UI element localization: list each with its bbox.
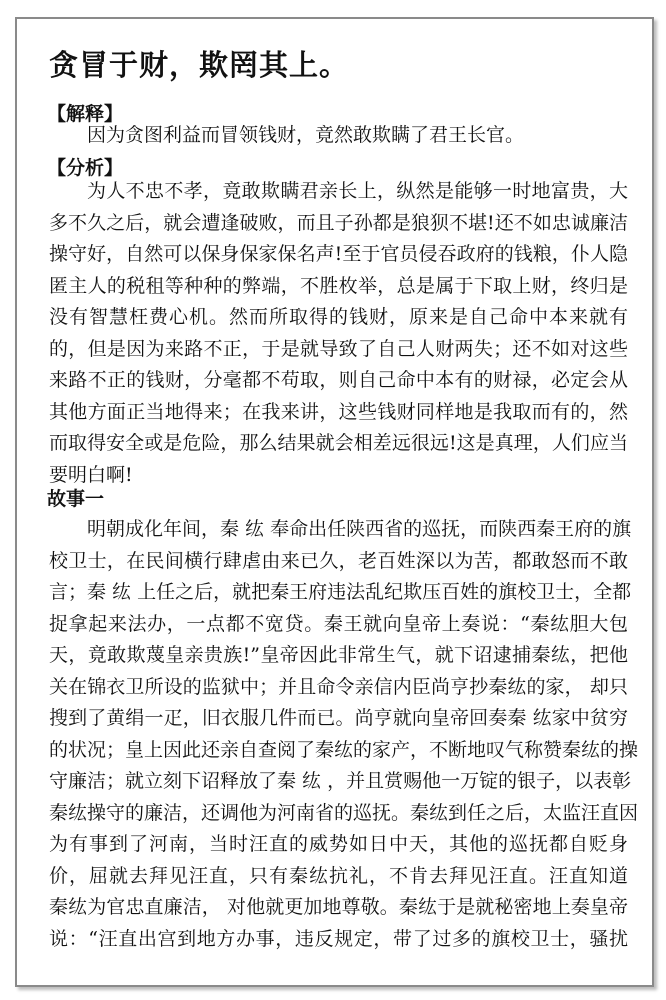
text-line: 说：“汪直出宫到地方办事，违反规定，带了过多的旗校卫士，骚扰 [49, 927, 628, 950]
story-heading: 故事一 [47, 488, 105, 510]
text-line: 操守好，自然可以保身保家保名声!至于官员侵吞政府的钱粮，仆人隐 [49, 243, 628, 265]
analysis-heading: 【分析】 [47, 157, 124, 179]
text-line: 的状况；皇上因此还亲自查阅了秦纮的家产，不断地叹气称赞秦纮的操 [49, 738, 639, 761]
text-line: 没有智慧枉费心机。然而所取得的钱财，原来是自己命中本来就有 [49, 306, 628, 328]
story-paragraph [49, 514, 639, 955]
text-line: 来路不正的钱财，分毫都不苟取，则自己命中本有的财禄，必定会从 [49, 369, 628, 391]
text-line: 天，竟敢欺蔑皇亲贵族!”皇帝因此非常生气，就下诏逮捕秦纮，把他 [49, 644, 628, 666]
book-page [15, 17, 654, 987]
analysis-paragraph [49, 176, 628, 491]
page-title: 贪冒于财，欺罔其上。 [49, 48, 350, 82]
text-line: 言；秦 纮 上任之后，就把秦王府违法乱纪欺压百姓的旗校卫士，全都 [49, 581, 632, 603]
text-line: 因为贪图利益而冒领钱财，竟然敢欺瞒了君王长官。 [87, 124, 525, 146]
text-line: 秦纮为官忠直廉洁， 对他就更加地尊敬。秦纮于是就秘密地上奏皇帝 [49, 896, 628, 918]
text-line: 校卫士，在民间横行肆虐由来已久，老百姓深以为苦，都敢怒而不敢 [49, 549, 628, 572]
text-line: 价，屈就去拜见汪直，只有秦纮抗礼，不肯去拜见汪直。汪直知道 [49, 864, 628, 887]
text-line: 搜到了黄绢一疋，旧衣服几件而已。尚亨就向皇帝回奏秦 纮家中贫穷 [49, 707, 628, 729]
explanation-heading: 【解释】 [47, 103, 124, 125]
text-line: 其他方面正当地得来；在我来讲，这些钱财同样地是我取而有的，然 [49, 400, 628, 423]
text-line: 明朝成化年间，秦 纮 奉命出任陕西省的巡抚，而陕西秦王府的旗 [87, 518, 632, 540]
text-line: 关在锦衣卫所设的监狱中；并且命令亲信内臣尚亨抄秦纮的家， 却只 [49, 675, 628, 698]
text-line: 匿主人的税租等种种的弊端，不胜枚举，总是属于下取上财，终归是 [49, 274, 628, 297]
text-line: 多不久之后，就会遭逢破败，而且子孙都是狼狈不堪!还不如忠诚廉洁 [49, 211, 628, 234]
text-line: 为有事到了河南，当时汪直的威势如日中天，其他的巡抚都自贬身 [49, 833, 628, 855]
text-line: 秦纮操守的廉洁，还调他为河南省的巡抚。秦纮到任之后，太监汪直因 [49, 801, 639, 824]
text-line: 而取得安全或是危险，那么结果就会相差远很远!这是真理，人们应当 [49, 432, 628, 454]
explanation-text [49, 120, 628, 152]
text-line: 要明白啊! [49, 463, 133, 486]
text-line: 为人不忠不孝，竟敢欺瞒君亲长上，纵然是能够一时地富贵，大 [87, 180, 628, 202]
text-line: 捉拿起来法办，一点都不宽贷。秦王就向皇帝上奏说：“秦纮胆大包 [49, 612, 628, 635]
text-line: 的，但是因为来路不正，于是就导致了自己人财两失；还不如对这些 [49, 337, 628, 360]
text-line: 守廉洁；就立刻下诏释放了秦 纮 ，并且赏赐他一万锭的银子，以表彰 [49, 770, 632, 792]
